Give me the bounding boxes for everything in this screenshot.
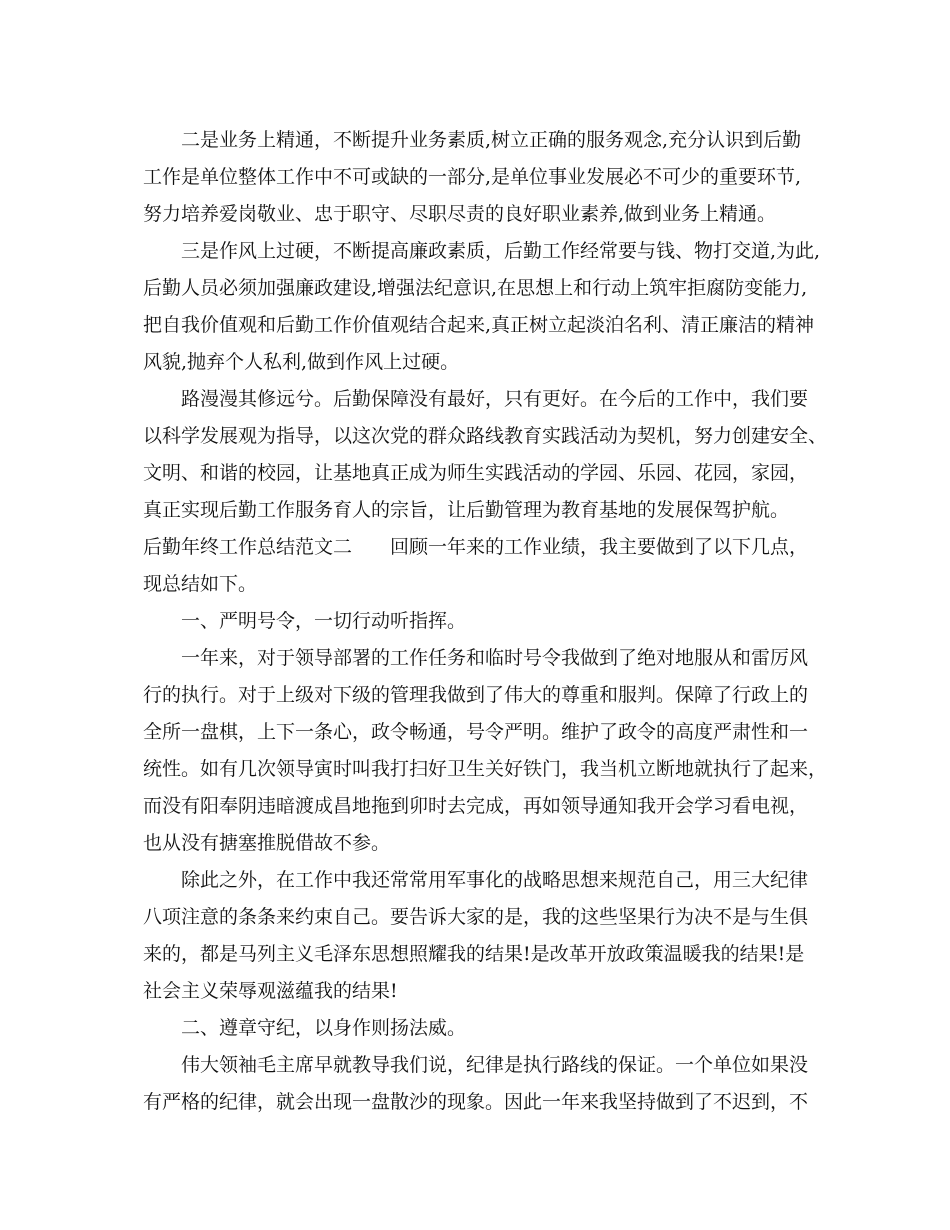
paragraph-line: 一年来，对于领导部署的工作任务和临时号令我做到了绝对地服从和雷厉风	[181, 647, 809, 669]
paragraph-line: 二是业务上精通，不断提升业务素质,树立正确的服务观念,充分认识到后勤	[181, 129, 802, 151]
numbered-heading: 二、遵章守纪，以身作则扬法威。	[181, 1017, 467, 1039]
paragraph-line: 努力培养爱岗敬业、忠于职守、尽职尽责的良好职业素养,做到业务上精通。	[143, 203, 777, 225]
paragraph-line: 而没有阳奉阴违暗渡成昌地拖到卯时去完成，再如领导通知我开会学习看电视，	[143, 795, 809, 817]
paragraph-line: 风貌,抛弃个人私利,做到作风上过硬。	[143, 351, 460, 373]
paragraph-line: 路漫漫其修远兮。后勤保障没有最好，只有更好。在今后的工作中，我们要	[181, 388, 809, 410]
paragraph-line: 来的，都是马列主义毛泽东思想照耀我的结果!是改革开放政策温暖我的结果!是	[143, 943, 805, 965]
paragraph-line: 三是作风上过硬，不断提高廉政素质，后勤工作经常要与钱、物打交道,为此,	[181, 240, 821, 262]
paragraph-line: 现总结如下。	[143, 573, 258, 595]
paragraph-line: 全所一盘棋，上下一条心，政令畅通，号令严明。维护了政令的高度严肃性和一	[143, 721, 809, 743]
paragraph-line: 真正实现后勤工作服务育人的宗旨，让后勤管理为教育基地的发展保驾护航。	[143, 499, 790, 521]
paragraph-line: 后勤人员必须加强廉政建设,增强法纪意识,在思想上和行动上筑牢拒腐防变能力,	[143, 277, 808, 299]
numbered-heading: 一、严明号令，一切行动听指挥。	[181, 610, 467, 632]
paragraph-line: 有严格的纪律，就会出现一盘散沙的现象。因此一年来我坚持做到了不迟到，不	[143, 1091, 809, 1113]
paragraph-line: 伟大领袖毛主席早就教导我们说，纪律是执行路线的保证。一个单位如果没	[181, 1054, 809, 1076]
paragraph-line: 以科学发展观为指导，以这次党的群众路线教育实践活动为契机，努力创建安全、	[143, 425, 828, 447]
paragraph-line: 八项注意的条条来约束自己。要告诉大家的是，我的这些坚果行为决不是与生俱	[143, 906, 809, 928]
section-heading-line: 后勤年终工作总结范文二 回顾一年来的工作业绩，我主要做到了以下几点，	[143, 536, 809, 558]
paragraph-line: 社会主义荣辱观滋蕴我的结果!	[143, 980, 398, 1002]
paragraph-line: 统性。如有几次领导寅时叫我打扫好卫生关好铁门，我当机立断地就执行了起来，	[143, 758, 828, 780]
paragraph-line: 把自我价值观和后勤工作价值观结合起来,真正树立起淡泊名利、清正廉洁的精神	[143, 314, 815, 336]
paragraph-line: 除此之外，在工作中我还常常用军事化的战略思想来规范自己，用三大纪律	[181, 869, 809, 891]
paragraph-line: 工作是单位整体工作中不可或缺的一部分,是单位事业发展必不可少的重要环节,	[143, 166, 802, 188]
paragraph-line: 也从没有搪塞推脱借故不参。	[143, 832, 391, 854]
paragraph-line: 行的执行。对于上级对下级的管理我做到了伟大的尊重和服判。保障了行政上的	[143, 684, 809, 706]
paragraph-line: 文明、和谐的校园，让基地真正成为师生实践活动的学园、乐园、花园，家园，	[143, 462, 809, 484]
